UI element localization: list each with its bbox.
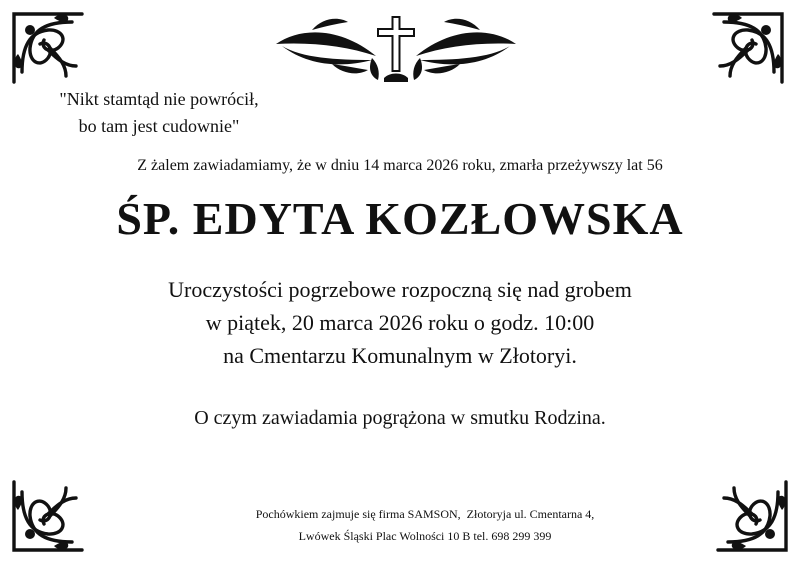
quote-line-2: bo tam jest cudownie": [78, 116, 240, 136]
corner-flourish-top-right-icon: [710, 10, 786, 86]
leaf-ornament-left-icon: [276, 19, 379, 80]
funeral-home-line-1: Pochówkiem zajmuje się firma SAMSON, Złotoryja ul. Cmentarna 4,: [255, 507, 595, 521]
family-closing: O czym zawiadamia pogrążona w smutku Rodzina.: [194, 407, 606, 429]
funeral-details: [0, 273, 800, 372]
leaf-ornament-right-icon: [413, 19, 516, 80]
funeral-details-line-3: na Cmentarzu Komunalnym w Złotoryi.: [223, 343, 577, 368]
funeral-details-line-1: Uroczystości pogrzebowe rozpoczną się nad grobem: [168, 277, 632, 302]
cross-leaf-ornament: [272, 12, 520, 88]
quote-line-1: "Nikt stamtąd nie powrócił,: [59, 89, 259, 109]
deceased-name: ŚP. EDYTA KOZŁOWSKA: [116, 193, 684, 244]
cross-icon: [377, 16, 415, 82]
corner-flourish-top-left-icon: [10, 10, 86, 86]
funeral-details-line-2: w piątek, 20 marca 2026 roku o godz. 10:00: [205, 310, 595, 335]
quote: [26, 86, 292, 140]
funeral-home-info: [0, 503, 800, 547]
death-announcement: Z żalem zawiadamiamy, że w dniu 14 marca 2026 roku, zmarła przeżywszy lat 56: [137, 157, 663, 174]
funeral-home-line-2: Lwówek Śląski Plac Wolności 10 B tel. 698 299 399: [298, 529, 552, 543]
